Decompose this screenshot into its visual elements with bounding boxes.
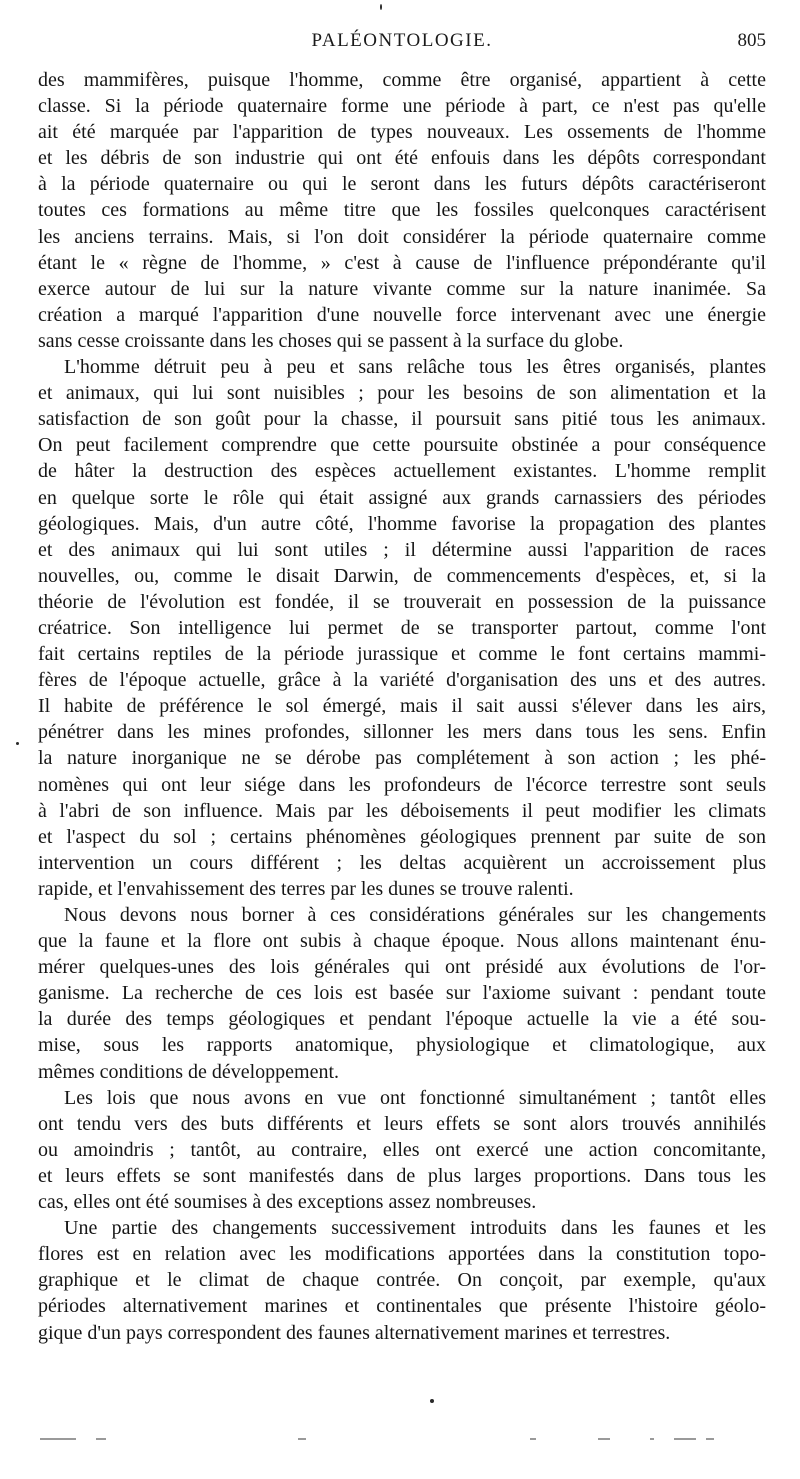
bleed-mark: [706, 1438, 714, 1440]
text-line: des mammifères, puisque l'homme, comme être organisé, appartient à cette: [38, 69, 766, 91]
text-line: création a marqué l'apparition d'une nouvelle force intervenant avec une énergie: [38, 303, 766, 326]
text-line: et animaux, qui lui sont nuisibles ; pour les besoins de son alimentation et la: [38, 382, 766, 405]
text-line: cas, elles ont été soumises à des exceptions assez nombreuses.: [38, 1191, 537, 1214]
text-line: les anciens terrains. Mais, si l'on doit considérer la période quaternaire comme: [38, 225, 766, 248]
text-line: la durée des temps géologiques et pendant l'époque actuelle la vie a été sou-: [38, 1008, 766, 1031]
running-head: [38, 30, 766, 58]
bleed-mark: [674, 1438, 696, 1440]
text-line: et les débris de son industrie qui ont été enfouis dans les dépôts correspondant: [38, 147, 766, 170]
bleed-mark: [40, 1438, 76, 1440]
text-line: On peut facilement comprendre que cette poursuite obstinée a pour conséquence: [38, 434, 766, 457]
text-line: à la période quaternaire ou qui le seront dans les futurs dépôts caractériseront: [38, 173, 766, 196]
text-line: créatrice. Son intelligence lui permet de se transporter partout, comme l'ont: [38, 616, 766, 639]
text-line: L'homme détruit peu à peu et sans relâche tous les êtres organisés, plantes: [64, 356, 766, 379]
text-line: géologiques. Mais, d'un autre côté, l'homme favorise la propagation des plantes: [38, 512, 766, 535]
text-line: de hâter la destruction des espèces actuellement existantes. L'homme remplit: [38, 460, 766, 483]
text-line: fères de l'époque actuelle, grâce à la variété d'organisation des uns et des autres.: [38, 669, 766, 692]
text-line: exerce autour de lui sur la nature vivante comme sur la nature inanimée. Sa: [38, 277, 766, 300]
text-line: fait certains reptiles de la période jurassique et comme le font certains mammi-: [38, 643, 766, 666]
bleed-mark: [598, 1438, 610, 1440]
text-line: Les lois que nous avons en vue ont fonctionné simultanément ; tantôt elles: [64, 1086, 766, 1109]
bleed-mark: [530, 1438, 536, 1440]
text-line: graphique et le climat de chaque contrée. On conçoit, par exemple, qu'aux: [38, 1269, 766, 1292]
body-text: [38, 67, 766, 1346]
text-line: sans cesse croissante dans les choses qui se passent à la surface du globe.: [38, 329, 624, 352]
paragraph: [38, 1215, 766, 1345]
bleed-mark: [298, 1438, 306, 1440]
text-line: Nous devons nous borner à ces considérations générales sur les changements: [64, 904, 766, 926]
bleed-mark: [96, 1438, 106, 1440]
ink-speck: [16, 742, 19, 745]
text-line: intervention un cours différent ; les deltas acquièrent un accroissement plus: [38, 851, 766, 874]
text-line: ont tendu vers des buts différents et leurs effets se sont alors trouvés annihilés: [38, 1112, 766, 1135]
text-line: mérer quelques-unes des lois générales qui ont présidé aux évolutions de l'or-: [38, 956, 766, 979]
text-line: Il habite de préférence le sol émergé, mais il sait aussi s'élever dans les airs,: [38, 695, 766, 718]
text-line: que la faune et la flore ont subis à chaque époque. Nous allons maintenant énu-: [38, 930, 766, 953]
text-line: à l'abri de son influence. Mais par les déboisements il peut modifier les climats: [38, 799, 766, 822]
text-line: satisfaction de son goût pour la chasse, il poursuit sans pitié tous les animaux.: [38, 408, 766, 431]
ink-speck: [430, 1399, 434, 1403]
text-line: et des animaux qui lui sont utiles ; il détermine aussi l'apparition de races: [38, 538, 766, 561]
text-line: classe. Si la période quaternaire forme une période à part, ce n'est pas qu'elle: [38, 95, 766, 118]
text-line: mêmes conditions de développement.: [38, 1060, 340, 1083]
paragraph: [38, 67, 766, 354]
bleed-mark: [650, 1438, 654, 1440]
text-line: mise, sous les rapports anatomique, physiologique et climatologique, aux: [38, 1034, 766, 1057]
text-line: Une partie des changements successivement introduits dans les faunes et les: [64, 1217, 766, 1240]
text-line: et leurs effets se sont manifestés dans de plus larges proportions. Dans tous les: [38, 1164, 766, 1187]
text-line: gique d'un pays correspondent des faunes alternativement marines et terrestres.: [38, 1321, 671, 1344]
running-title: PALÉONTOLOGIE.: [311, 30, 493, 51]
text-line: nomènes qui ont leur siége dans les profondeurs de l'écorce terrestre sont seuls: [38, 773, 766, 796]
text-line: périodes alternativement marines et continentales que présente l'histoire géolo-: [38, 1295, 766, 1318]
text-line: rapide, et l'envahissement des terres par les dunes se trouve ralenti.: [38, 877, 574, 900]
page-number: 805: [737, 30, 766, 51]
text-line: ait été marquée par l'apparition de types nouveaux. Les ossements de l'homme: [38, 121, 766, 144]
text-line: théorie de l'évolution est fondée, il se trouverait en possession de la puissance: [38, 590, 766, 613]
text-line: en quelque sorte le rôle qui était assigné aux grands carnassiers des périodes: [38, 486, 766, 509]
text-line: et l'aspect du sol ; certains phénomènes géologiques prennent par suite de son: [38, 825, 766, 848]
text-line: étant le « règne de l'homme, » c'est à cause de l'influence prépondérante qu'il: [38, 251, 766, 274]
ink-speck: [380, 4, 382, 10]
text-line: ou amoindris ; tantôt, au contraire, elles ont exercé une action concomitante,: [38, 1138, 766, 1161]
paragraph: [38, 1085, 766, 1215]
text-line: toutes ces formations au même titre que les fossiles quelconques caractérisent: [38, 199, 766, 222]
paragraph: [38, 354, 766, 902]
text-line: ganisme. La recherche de ces lois est basée sur l'axiome suivant : pendant toute: [38, 982, 766, 1005]
text-line: flores est en relation avec les modifications apportées dans la constitution topo-: [38, 1243, 766, 1266]
paragraph: [38, 902, 766, 1085]
text-line: la nature inorganique ne se dérobe pas complétement à son action ; les phé-: [38, 747, 766, 770]
text-line: nouvelles, ou, comme le disait Darwin, de commencements d'espèces, et, si la: [38, 564, 766, 587]
bleed-through-marks: [38, 1438, 766, 1442]
text-line: pénétrer dans les mines profondes, sillonner les mers dans tous les sens. Enfin: [38, 721, 766, 744]
